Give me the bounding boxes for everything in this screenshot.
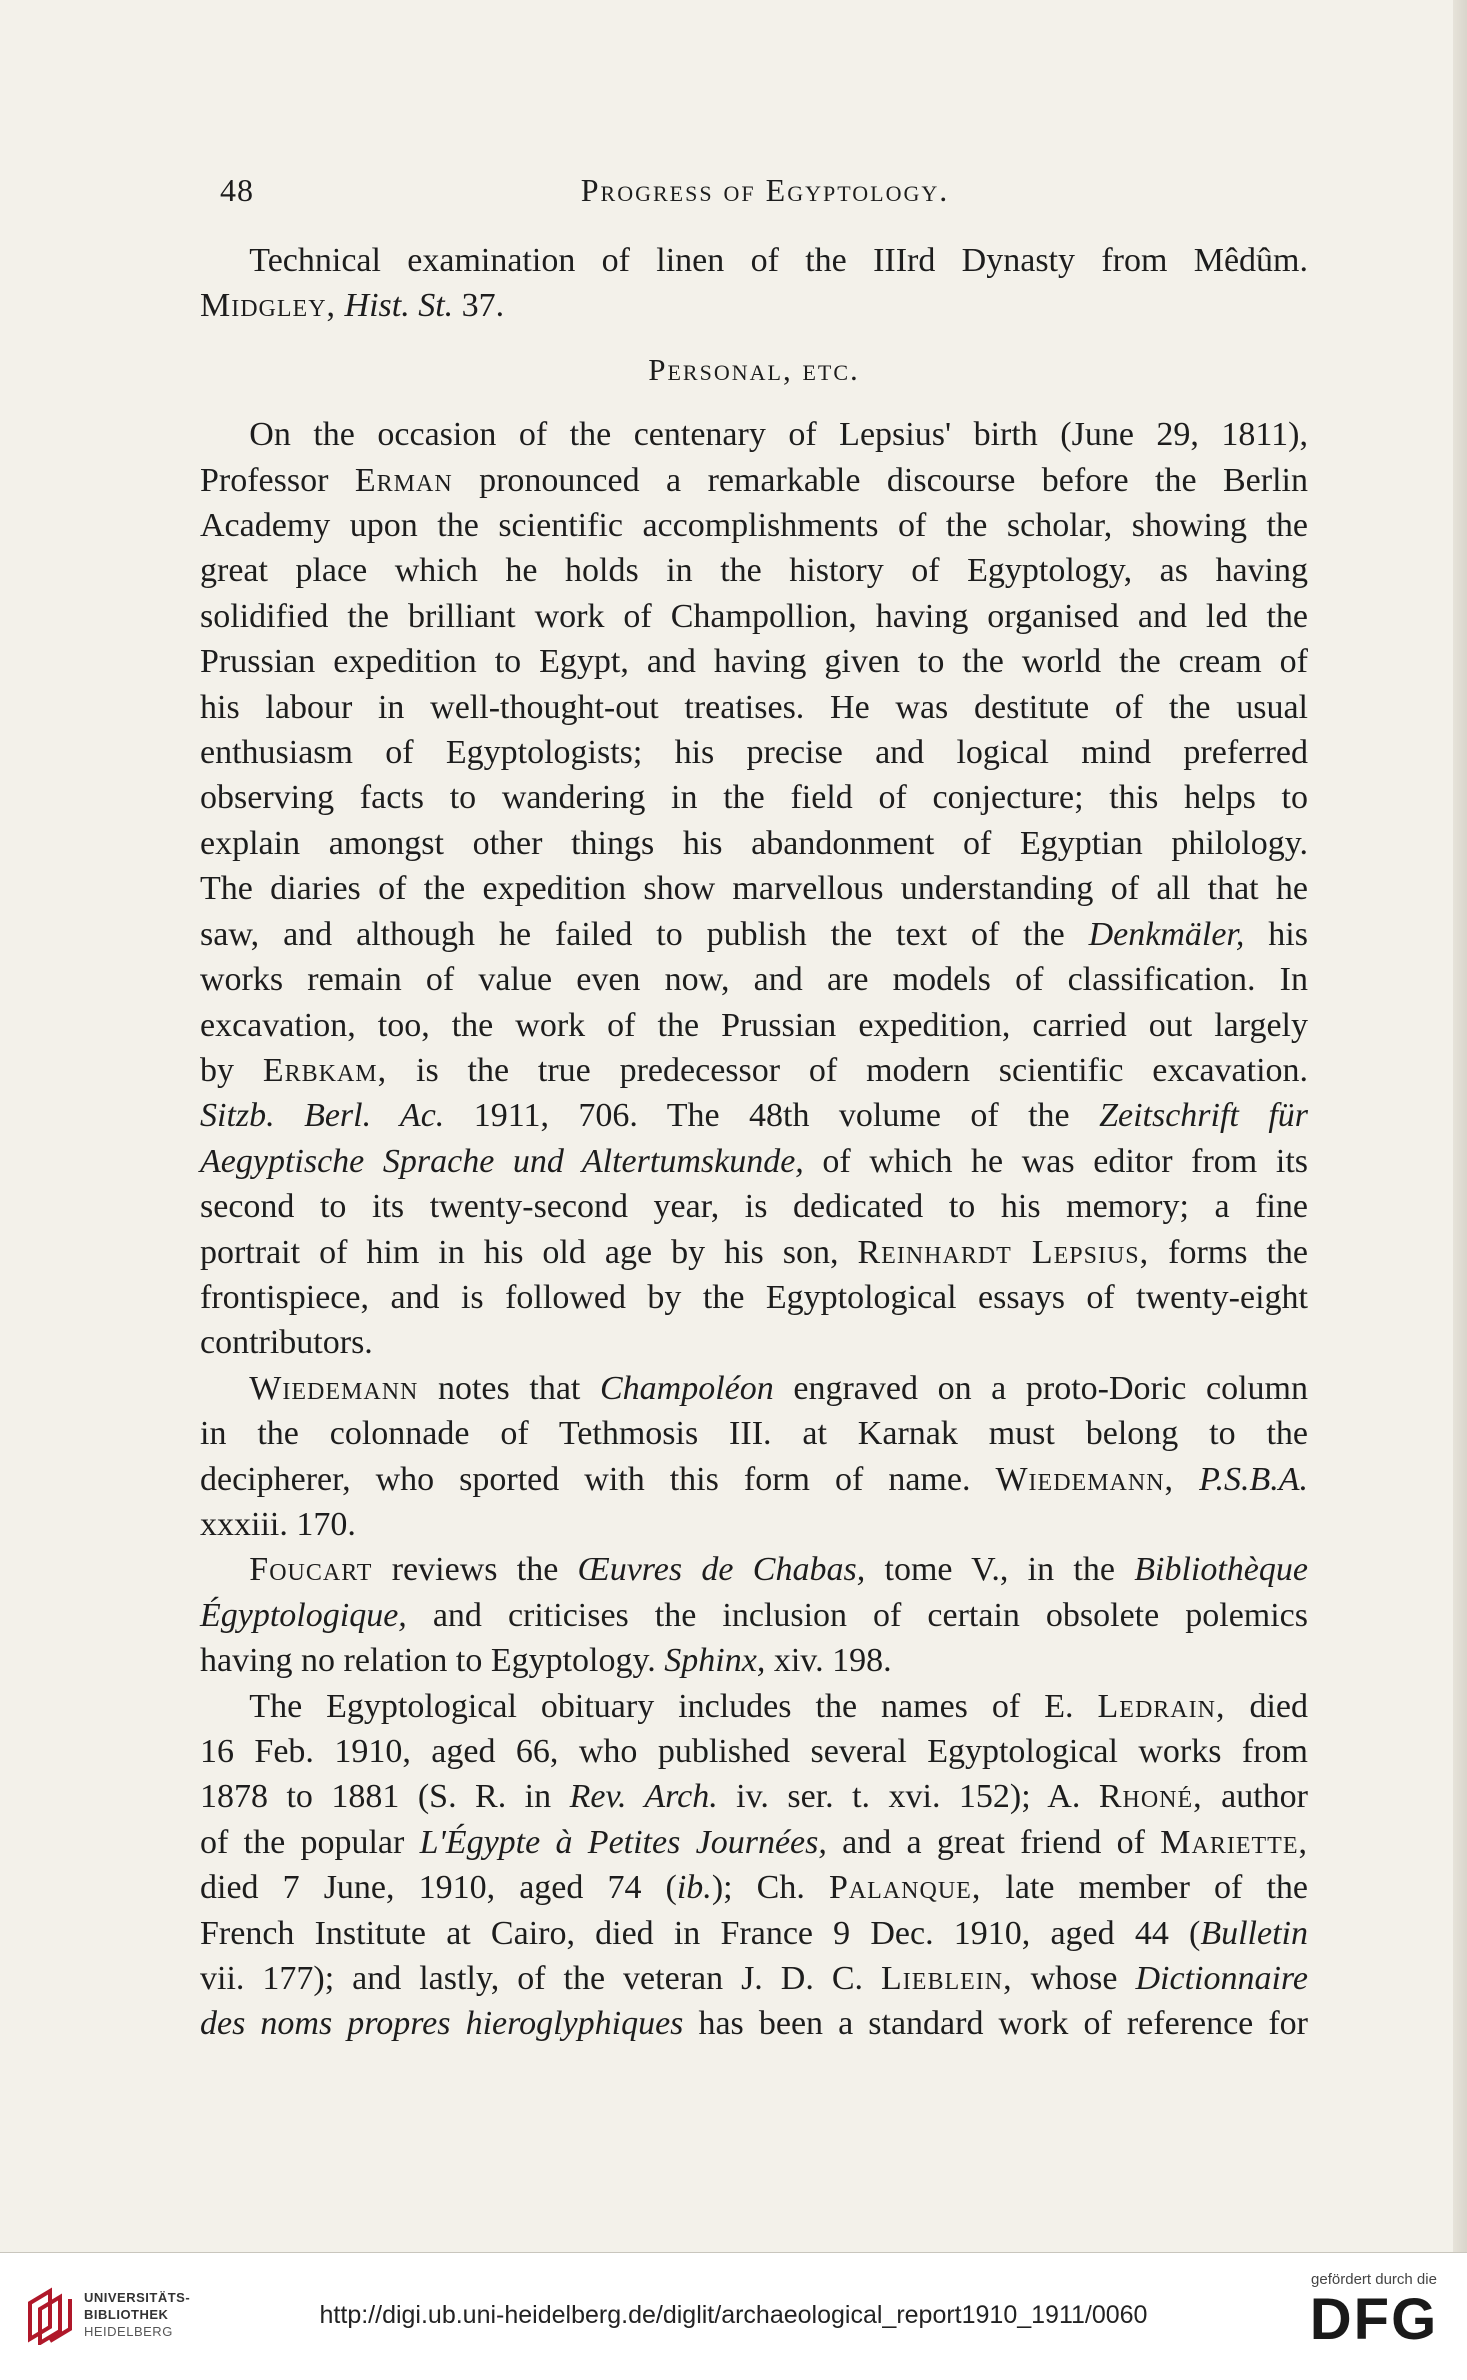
section-heading: Personal, etc.	[648, 351, 860, 387]
text-line: xxxiii. 170.	[200, 1505, 356, 1543]
text-line: vii. 177); and lastly, of the veteran J. D. C. Lieblein, whose Dictionnaire	[200, 1960, 1308, 1998]
text-line: explain amongst other things his abandonment of Egyptian philology.	[200, 824, 1308, 862]
text-line: The diaries of the expedition show marvellous understanding of all that he	[200, 870, 1308, 908]
permalink-url[interactable]: http://digi.ub.uni-heidelberg.de/diglit/archaeological_report1910_1911/0060	[319, 2301, 1148, 2329]
body-text	[200, 238, 1308, 2047]
text-line: Sitzb. Berl. Ac. 1911, 706. The 48th volume of the Zeitschrift für	[200, 1097, 1308, 1135]
page-header	[220, 172, 1310, 212]
paragraph-foucart	[200, 1547, 1308, 1683]
library-name: UNIVERSITÄTS- BIBLIOTHEK HEIDELBERG	[84, 2290, 191, 2339]
text-line: frontispiece, and is followed by the Egyptological essays of twenty-eight	[200, 1278, 1308, 1316]
text-line: des noms propres hieroglyphiques has been a standard work of reference for	[200, 2005, 1308, 2043]
text-line: solidified the brilliant work of Champollion, having organised and led the	[200, 597, 1308, 635]
text-line: enthusiasm of Egyptologists; his precise and logical mind preferred	[200, 734, 1308, 772]
text-line: Aegyptische Sprache und Altertumskunde, of which he was editor from its	[200, 1142, 1308, 1180]
paragraph-obituary	[200, 1684, 1308, 2047]
text-line: works remain of value even now, and are models of classification. In	[200, 961, 1308, 999]
text-line: contributors.	[200, 1324, 373, 1362]
text-line: of the popular L'Égypte à Petites Journées, and a great friend of Mariette,	[200, 1823, 1309, 1861]
text-line: Prussian expedition to Egypt, and having given to the world the cream of	[200, 643, 1308, 681]
paragraph-lepsius	[200, 412, 1308, 1366]
text-line: The Egyptological obituary includes the names of E. Ledrain, died	[249, 1687, 1308, 1725]
text-line: decipherer, who sported with this form of name. Wiedemann, P.S.B.A.	[200, 1460, 1308, 1498]
text-line: Wiedemann notes that Champoléon engraved on a proto-Doric column	[249, 1369, 1308, 1407]
text-line: 16 Feb. 1910, aged 66, who published several Egyptological works from	[200, 1733, 1308, 1770]
text-line: great place which he holds in the history of Egyptology, as having	[200, 552, 1308, 590]
paragraph-wiedemann	[200, 1366, 1308, 1548]
running-title: Progress of Egyptology.	[580, 172, 950, 208]
text-line: observing facts to wandering in the field of conjecture; this helps to	[200, 779, 1308, 817]
dfg-logo-text: DFG	[1309, 2287, 1439, 2352]
text-line: second to its twenty-second year, is dedicated to his memory; a fine	[200, 1188, 1308, 1226]
viewer-footer	[0, 2252, 1467, 2380]
page-number: 48	[220, 172, 254, 208]
text-line: excavation, too, the work of the Prussian expedition, carried out largely	[200, 1006, 1308, 1044]
text-line: in the colonnade of Tethmosis III. at Karnak must belong to the	[200, 1415, 1308, 1453]
text-line: Midgley, Hist. St. 37.	[200, 287, 505, 325]
text-line: Academy upon the scientific accomplishments of the scholar, showing the	[200, 507, 1308, 545]
text-line: by Erbkam, is the true predecessor of modern scientific excavation.	[200, 1051, 1309, 1089]
text-line: On the occasion of the centenary of Lepsius' birth (June 29, 1811),	[249, 416, 1308, 454]
text-line: Égyptologique, and criticises the inclusion of certain obsolete polemics	[200, 1596, 1308, 1634]
text-line: his labour in well-thought-out treatises. He was destitute of the usual	[200, 688, 1308, 726]
page-edge-shadow	[1453, 0, 1467, 2252]
intro-paragraph	[200, 238, 1308, 329]
text-line: Foucart reviews the Œuvres de Chabas, tome V., in the Bibliothèque	[249, 1551, 1308, 1589]
text-line: French Institute at Cairo, died in France 9 Dec. 1910, aged 44 (Bulletin	[200, 1914, 1308, 1952]
text-line: portrait of him in his old age by his son, Reinhardt Lepsius, forms the	[200, 1233, 1309, 1271]
text-line: Professor Erman pronounced a remarkable discourse before the Berlin	[200, 461, 1308, 499]
text-line: died 7 June, 1910, aged 74 (ib.); Ch. Palanque, late member of the	[200, 1869, 1308, 1907]
text-line: having no relation to Egyptology. Sphinx, xiv. 198.	[200, 1642, 892, 1680]
funder-caption: gefördert durch die	[1311, 2271, 1437, 2288]
text-line: Technical examination of linen of the IIIrd Dynasty from Mêdûm.	[249, 242, 1308, 279]
funder-logo[interactable]	[1299, 2271, 1449, 2366]
text-line: saw, and although he failed to publish the text of the Denkmäler, his	[200, 915, 1308, 953]
text-line: 1878 to 1881 (S. R. in Rev. Arch. iv. ser. t. xvi. 152); A. Rhoné, author	[200, 1778, 1308, 1816]
